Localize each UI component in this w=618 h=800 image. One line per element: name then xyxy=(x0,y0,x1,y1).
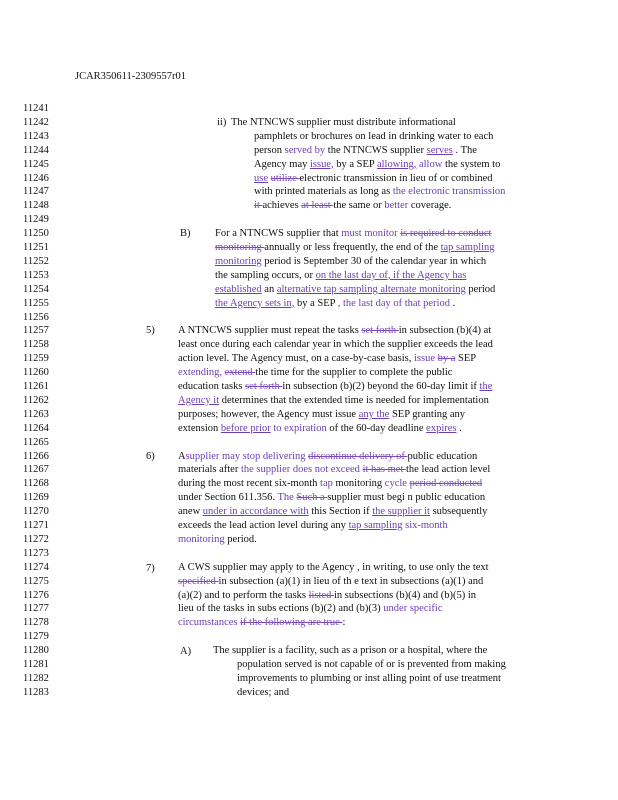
text-line xyxy=(254,131,493,142)
line-number: 11254 xyxy=(23,283,49,295)
text-line xyxy=(178,492,485,503)
text-segment: improvements to plumbing or inst alling point of use treatment xyxy=(237,672,501,684)
line-number: 11242 xyxy=(23,116,49,128)
text-line xyxy=(178,409,465,420)
text-line xyxy=(178,353,476,364)
inserted-text: cycle xyxy=(384,478,407,490)
line-number: 11270 xyxy=(23,506,49,518)
text-segment: A NTNCWS supplier must repeat the tasks xyxy=(178,325,362,337)
inserted-text: under in accordance with xyxy=(202,506,309,518)
item-marker-A: A) xyxy=(180,646,192,657)
text-segment: electronic transmission in lieu of or combined xyxy=(299,172,493,184)
text-segment: : xyxy=(342,617,346,629)
text-line xyxy=(254,173,493,184)
deleted-text: by a xyxy=(437,353,456,365)
deleted-text: monitoring xyxy=(215,242,265,253)
inserted-text: tap sampling xyxy=(440,242,495,253)
text-segment: annually or less frequently, the end of the xyxy=(264,242,441,253)
line-number: 11265 xyxy=(23,436,49,448)
inserted-text: on the last day of, if the Agency has xyxy=(315,269,467,281)
text-line xyxy=(178,325,491,336)
deleted-text: if the following are true xyxy=(240,617,343,629)
line-number: 11282 xyxy=(23,672,49,684)
inserted-text: serves xyxy=(426,144,453,156)
text-segment: . The xyxy=(452,144,477,156)
text-line xyxy=(178,464,490,475)
deleted-text: utilize xyxy=(270,172,300,184)
inserted-text: monitoring xyxy=(215,255,262,267)
inserted-text: established xyxy=(215,283,262,295)
line-number: 11266 xyxy=(23,450,49,462)
text-line xyxy=(178,520,448,531)
inserted-text: under specific xyxy=(383,603,443,615)
text-segment: period. xyxy=(224,533,257,545)
text-segment: anew xyxy=(178,506,203,518)
text-segment: For a NTNCWS supplier that xyxy=(215,228,342,240)
text-line xyxy=(178,395,489,406)
item-marker-ii: ii) xyxy=(217,117,227,128)
deleted-text: set forth xyxy=(245,381,283,392)
inserted-text: supplier may xyxy=(185,450,241,462)
line-number: 11279 xyxy=(23,631,49,643)
line-number: 11281 xyxy=(23,659,49,670)
line-number: 11274 xyxy=(23,561,49,573)
inserted-text: the Agency sets in, xyxy=(215,297,295,309)
inserted-text: Agency it xyxy=(178,394,220,406)
text-line xyxy=(178,506,487,517)
text-line xyxy=(178,339,493,350)
text-segment: . xyxy=(456,422,462,434)
inserted-text: expires xyxy=(426,422,457,434)
line-number: 11258 xyxy=(23,339,49,351)
line-number: 11256 xyxy=(23,311,49,323)
text-segment: determines that the extended time is needed for implementation xyxy=(219,394,489,406)
text-segment: purposes; however, the Agency must issue xyxy=(178,408,359,420)
text-line xyxy=(178,534,257,545)
text-segment: an xyxy=(261,283,277,295)
text-line xyxy=(213,645,487,656)
inserted-text: any the xyxy=(358,408,390,420)
line-number: 11241 xyxy=(23,103,49,114)
text-segment: pamphlets or brochures on lead in drinking water to each xyxy=(254,130,494,142)
text-line xyxy=(237,673,501,684)
item-marker-5: 5) xyxy=(146,325,155,336)
inserted-text: before prior xyxy=(220,422,271,434)
line-number: 11273 xyxy=(23,547,49,559)
item-marker-7: 7) xyxy=(146,563,155,574)
text-segment: in subsections (b)(4) and (b)(5) in xyxy=(334,589,477,601)
line-number: 11276 xyxy=(23,589,49,601)
inserted-text: to expiration xyxy=(273,422,327,434)
line-number: 11248 xyxy=(23,200,49,212)
text-segment: by a SEP xyxy=(333,158,377,170)
text-segment: in subsection (b)(2) beyond the 60-day limit if xyxy=(282,381,480,392)
line-number: 11261 xyxy=(23,381,49,392)
text-segment: The NTNCWS supplier must distribute informational xyxy=(231,116,456,128)
deleted-text: period conducted xyxy=(409,478,483,490)
text-line xyxy=(215,270,466,281)
line-number: 11269 xyxy=(23,492,49,504)
line-number: 11263 xyxy=(23,408,49,420)
text-segment: under Section 611.356. xyxy=(178,492,278,504)
inserted-text: the electronic transmission xyxy=(392,186,506,198)
text-line xyxy=(254,200,451,211)
line-number: 11271 xyxy=(23,520,49,531)
line-number: 11243 xyxy=(23,130,49,142)
text-segment: monitoring xyxy=(332,478,385,490)
inserted-text: extending, xyxy=(178,367,223,379)
inserted-text: , the last day of that period xyxy=(337,297,450,309)
text-line xyxy=(178,590,476,601)
inserted-text: six-month xyxy=(405,520,448,531)
text-line xyxy=(215,284,495,295)
line-number: 11249 xyxy=(23,214,49,226)
line-number: 11275 xyxy=(23,575,49,587)
inserted-text: better xyxy=(384,200,409,212)
text-line xyxy=(231,117,456,128)
text-segment: the NTNCWS supplier xyxy=(325,144,427,156)
text-segment: with printed materials as long as xyxy=(254,186,393,198)
deleted-text: Such a xyxy=(296,492,328,504)
inserted-text: the xyxy=(479,381,493,392)
text-line xyxy=(215,256,486,267)
text-segment: period xyxy=(465,283,496,295)
text-segment: SEP granting any xyxy=(389,408,466,420)
line-number: 11246 xyxy=(23,172,49,184)
line-number: 11247 xyxy=(23,186,49,198)
text-segment: the time for the supplier to complete the public xyxy=(255,367,453,379)
text-line xyxy=(215,298,455,309)
inserted-text: allowing, xyxy=(376,158,417,170)
inserted-text: allow xyxy=(418,158,443,170)
line-number: 11252 xyxy=(23,255,49,267)
text-segment: population served is not capable of or is prevented from making xyxy=(237,659,506,670)
line-number: 11272 xyxy=(23,533,49,545)
text-line xyxy=(178,423,462,434)
text-line xyxy=(215,228,491,239)
text-line xyxy=(254,145,477,156)
line-number: 11277 xyxy=(23,603,49,615)
text-line xyxy=(237,659,506,670)
text-segment: (a)(2) and to perform the tasks xyxy=(178,589,309,601)
inserted-text: must monitor xyxy=(341,228,398,240)
deleted-text: discontinue delivery of xyxy=(308,450,408,462)
text-segment: by a SEP xyxy=(294,297,338,309)
text-line xyxy=(178,603,442,614)
line-number: 11267 xyxy=(23,464,49,476)
text-segment: public education xyxy=(407,450,478,462)
text-segment: action level. The Agency must, on a case-by-case basis, xyxy=(178,353,414,365)
text-segment: . xyxy=(449,297,456,309)
text-line xyxy=(254,159,500,170)
text-line xyxy=(254,186,505,197)
deleted-text: it has met xyxy=(362,464,407,476)
line-number: 11280 xyxy=(23,645,49,657)
text-line xyxy=(215,242,495,253)
line-number: 11253 xyxy=(23,269,49,281)
text-line xyxy=(178,451,477,462)
text-segment: during the most recent six-month xyxy=(178,478,321,490)
inserted-text: The xyxy=(277,492,294,504)
inserted-text: the supplier does not exceed xyxy=(240,464,360,476)
line-number: 11268 xyxy=(23,478,49,490)
line-number: 11255 xyxy=(23,297,49,309)
text-segment: in subsection (a)(1) in lieu of th e text in subsections (a)(1) and xyxy=(218,575,484,587)
text-segment: the system to xyxy=(442,158,501,170)
inserted-text: issue, xyxy=(309,158,334,170)
deleted-text: listed xyxy=(308,589,334,601)
text-line xyxy=(178,381,492,392)
text-line xyxy=(178,617,345,628)
inserted-text: tap xyxy=(320,478,333,490)
text-segment: Agency may xyxy=(254,158,310,170)
text-line xyxy=(178,478,482,489)
deleted-text: at least xyxy=(301,200,334,212)
text-segment: least once during each calendar year in which the supplier exceeds the lead xyxy=(178,339,493,351)
deleted-text: set forth xyxy=(361,325,399,337)
text-segment: SEP xyxy=(455,353,477,365)
text-line xyxy=(178,576,483,587)
line-number: 11251 xyxy=(23,242,49,253)
line-number: 11278 xyxy=(23,617,49,629)
text-segment: The supplier is a facility, such as a prison or a hospital, where the xyxy=(213,645,488,657)
text-segment: A CWS supplier may apply to the Agency , in writing, to use only the text xyxy=(178,561,489,573)
deleted-text: is required to conduct xyxy=(400,228,492,240)
text-segment: coverage. xyxy=(408,200,452,212)
line-number: 11262 xyxy=(23,394,49,406)
deleted-text: specified xyxy=(178,575,219,587)
text-segment: exceeds the lead action level during any xyxy=(178,520,349,531)
item-marker-B: B) xyxy=(180,228,191,239)
text-segment: education tasks xyxy=(178,381,246,392)
text-segment: this Section if xyxy=(308,506,373,518)
text-segment: materials after xyxy=(178,464,241,476)
deleted-text: extend xyxy=(224,367,256,379)
text-segment: period is September 30 of the calendar year in which xyxy=(261,255,487,267)
text-segment: lieu of the tasks in subs ections (b)(2) and (b)(3) xyxy=(178,603,384,615)
inserted-text: tap sampling xyxy=(348,520,403,531)
text-segment: person xyxy=(254,144,285,156)
text-segment: subsequently xyxy=(429,506,488,518)
text-line xyxy=(178,367,452,378)
line-number: 11260 xyxy=(23,367,49,379)
inserted-text: issue xyxy=(413,353,435,365)
inserted-text: stop delivering xyxy=(242,450,306,462)
text-segment: extension xyxy=(178,422,221,434)
text-segment: achieves xyxy=(262,200,302,212)
inserted-text: the supplier it xyxy=(372,506,430,518)
inserted-text: served by xyxy=(284,144,326,156)
text-segment: the lead action level xyxy=(406,464,491,476)
text-segment: devices; and xyxy=(237,686,290,698)
text-segment: in subsection (b)(4) at xyxy=(398,325,492,337)
document-id: JCAR350611-2309557r01 xyxy=(75,71,187,82)
line-number: 11257 xyxy=(23,325,49,337)
text-segment: of the 60-day deadline xyxy=(326,422,427,434)
line-number: 11283 xyxy=(23,686,49,698)
inserted-text: use xyxy=(254,172,268,184)
deleted-text: it xyxy=(254,200,263,212)
inserted-text: circumstances xyxy=(178,617,238,629)
line-number: 11245 xyxy=(23,158,49,170)
line-number: 11259 xyxy=(23,353,49,365)
text-segment: A xyxy=(178,450,186,462)
line-number: 11250 xyxy=(23,228,49,240)
item-marker-6: 6) xyxy=(146,451,155,462)
inserted-text: monitoring xyxy=(178,533,225,545)
text-segment: supplier must begi n public education xyxy=(327,492,486,504)
text-segment: the same or xyxy=(333,200,385,212)
text-line xyxy=(178,562,489,573)
text-line xyxy=(237,687,289,698)
line-number: 11264 xyxy=(23,422,49,434)
line-number: 11244 xyxy=(23,144,49,156)
text-segment: the sampling occurs, or xyxy=(215,269,316,281)
inserted-text: alternative tap sampling alternate monitoring xyxy=(276,283,466,295)
